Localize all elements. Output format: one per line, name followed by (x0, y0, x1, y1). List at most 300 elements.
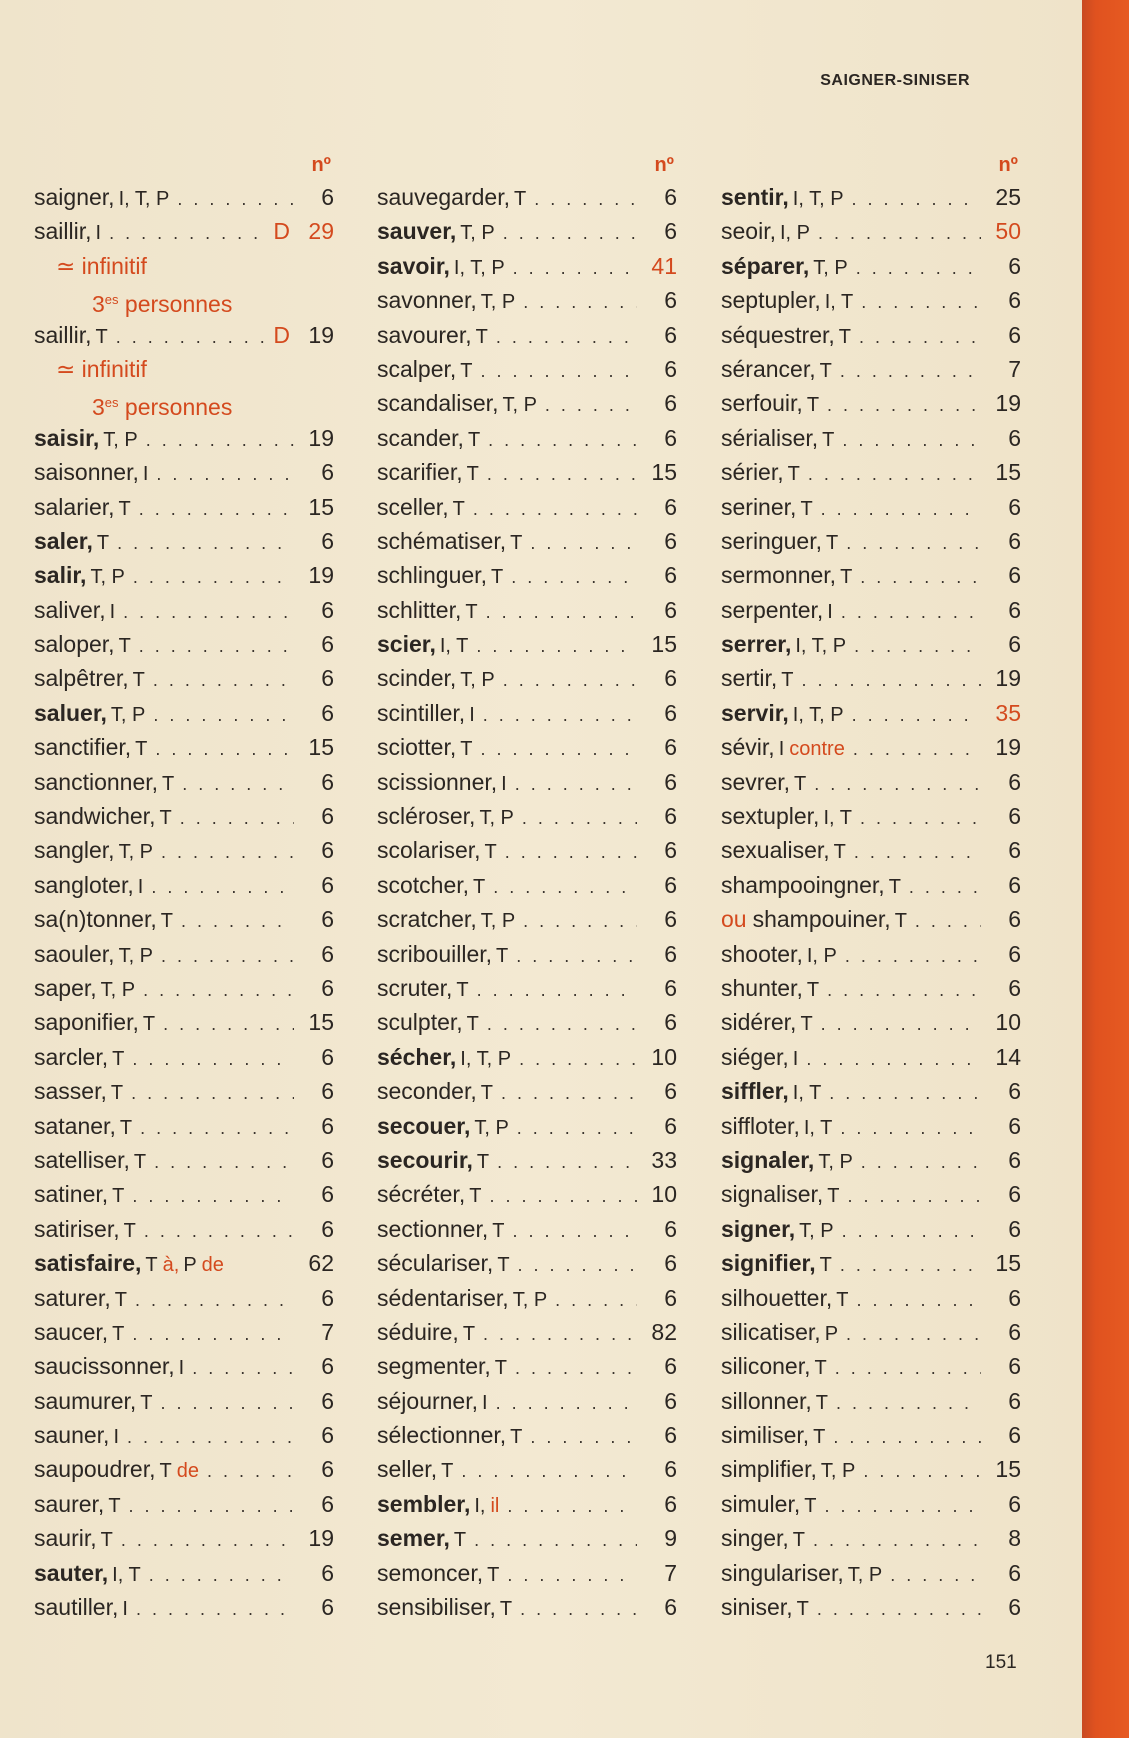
dot-leader (852, 182, 981, 216)
defective-mark: D (273, 321, 290, 348)
verb: scissionner, (377, 768, 498, 795)
conjugation-number: 6 (321, 1043, 334, 1070)
type-marks: T, P (90, 566, 125, 589)
type-marks: T (838, 325, 852, 348)
type-marks: T (510, 531, 523, 554)
dot-leader (511, 560, 637, 594)
type-marks: T (145, 1254, 158, 1277)
verb: siliconer, (721, 1353, 811, 1380)
verb: sa(n)tonner, (34, 906, 157, 933)
defective-mark: D (273, 218, 290, 245)
type-marks: T, P (502, 394, 537, 417)
conjugation-number: 6 (1008, 1284, 1021, 1311)
verb: saler, (34, 527, 93, 554)
verb: sanctifier, (34, 734, 132, 761)
dot-leader (806, 1042, 981, 1076)
sub-number: 3 (92, 394, 105, 421)
dot-leader (483, 1317, 637, 1351)
type-marks: I, T, P (792, 188, 844, 210)
conjugation-number: 19 (995, 390, 1021, 417)
dot-leader (854, 835, 981, 869)
entry-secreter (377, 1177, 677, 1211)
conjugation-number: 6 (664, 871, 677, 898)
dot-leader (496, 1386, 637, 1420)
entry-scleroser (377, 799, 677, 833)
verb: scarifier, (377, 459, 463, 486)
type-marks: T (494, 1357, 508, 1380)
dot-leader (818, 216, 981, 250)
dot-leader (817, 1592, 981, 1626)
sub-infinitif (34, 352, 334, 386)
dot-leader (497, 1145, 637, 1179)
type-marks: T (123, 1219, 136, 1242)
dot-leader (840, 1248, 981, 1282)
conjugation-number: 6 (321, 184, 334, 210)
entry-sangler (34, 833, 334, 867)
dot-leader (507, 1558, 637, 1592)
dot-leader (207, 1454, 294, 1488)
conjugation-number: 6 (1008, 837, 1021, 864)
entry-saler (34, 524, 334, 558)
entry-serialiser (721, 421, 1021, 455)
verb: sauver, (377, 218, 457, 245)
entry-schematiser (377, 524, 677, 558)
dot-leader (487, 457, 637, 491)
verb: saper, (34, 974, 97, 1001)
dot-leader (853, 732, 981, 766)
dot-leader (801, 663, 981, 697)
conjugation-number: 6 (664, 1112, 677, 1139)
verb: sataner, (34, 1112, 116, 1139)
type-marks: I, T (803, 1116, 833, 1139)
entry-sentir (721, 180, 1021, 214)
type-marks: T, P (460, 669, 495, 692)
verb: schématiser, (377, 527, 507, 554)
conjugation-number: 6 (321, 1353, 334, 1380)
entry-seculariser (377, 1246, 677, 1280)
verb: siffler, (721, 1078, 789, 1105)
dot-leader (496, 320, 637, 354)
type-marks: I (778, 738, 785, 761)
verb: sillonner, (721, 1387, 812, 1414)
type-marks: T (140, 1391, 153, 1414)
conjugation-number: 6 (664, 321, 677, 348)
verb: séculariser, (377, 1250, 494, 1277)
verb: saponifier, (34, 1009, 139, 1036)
verb: semoncer, (377, 1559, 484, 1586)
verb: saturer, (34, 1284, 111, 1311)
running-head: SAIGNER-SINISER (820, 72, 970, 89)
dot-leader (854, 629, 981, 663)
entry-seconder (377, 1074, 677, 1108)
preposition: contre (789, 738, 845, 761)
dot-leader (149, 1558, 294, 1592)
dot-leader (129, 1489, 294, 1523)
dot-leader (861, 285, 981, 319)
type-marks: T (114, 1288, 127, 1311)
dot-leader (487, 1007, 637, 1041)
dot-leader (131, 1076, 294, 1110)
verb: sexualiser, (721, 837, 830, 864)
type-marks: T (453, 1529, 467, 1552)
entry-sauver (377, 214, 677, 248)
entry-shooter (721, 937, 1021, 971)
dot-leader (523, 904, 637, 938)
entry-saumurer (34, 1384, 334, 1418)
dot-leader (503, 663, 637, 697)
conjugation-number: 6 (321, 1146, 334, 1173)
conjugation-number: 19 (308, 562, 334, 589)
conjugation-number: 10 (651, 1043, 677, 1070)
verb: schlinguer, (377, 562, 487, 589)
type-marks: T, P (118, 944, 154, 967)
entry-scinder (377, 661, 677, 695)
type-marks: T (480, 1082, 493, 1105)
sub-label: personnes (124, 291, 233, 318)
verb: sextupler, (721, 803, 820, 830)
dot-leader (123, 595, 294, 629)
dot-leader (856, 1283, 981, 1317)
conjugation-number: 6 (664, 1422, 677, 1449)
verb: siéger, (721, 1043, 789, 1070)
entry-scalper (377, 352, 677, 386)
dot-leader (143, 973, 294, 1007)
type-marks: T (112, 1185, 125, 1208)
conjugation-number: 6 (1008, 527, 1021, 554)
type-marks: T (492, 1219, 505, 1242)
conjugation-number: 15 (308, 734, 334, 761)
verb: scléroser, (377, 803, 476, 830)
entry-saurer (34, 1487, 334, 1521)
dot-leader (155, 732, 294, 766)
dot-leader (489, 1179, 637, 1213)
conjugation-number: 6 (321, 1559, 334, 1586)
verb: sasser, (34, 1078, 107, 1105)
dot-leader (146, 423, 294, 457)
entry-siffloter (721, 1109, 1021, 1143)
type-marks: T, P (103, 428, 138, 451)
verb: saluer, (34, 699, 107, 726)
verb: saurer, (34, 1490, 105, 1517)
dot-leader (182, 767, 294, 801)
dot-leader (132, 1042, 294, 1076)
type-marks: T, P (479, 807, 514, 830)
entry-schlitter (377, 593, 677, 627)
dot-leader (840, 1111, 981, 1145)
conjugation-number: 6 (321, 631, 334, 658)
conjugation-number: 15 (651, 631, 677, 658)
preposition: à, (162, 1254, 180, 1277)
conjugation-number: 7 (321, 1318, 334, 1345)
conjugation-number: 6 (1008, 803, 1021, 830)
dot-leader (821, 492, 981, 526)
dot-leader (522, 801, 637, 835)
conjugation-number: 15 (995, 1250, 1021, 1277)
conjugation-number: 6 (664, 1215, 677, 1242)
verb: séduire, (377, 1318, 459, 1345)
verb: saumurer, (34, 1387, 137, 1414)
dot-leader (915, 904, 981, 938)
dot-leader (519, 1042, 637, 1076)
conjugation-number: 6 (321, 803, 334, 830)
entry-selectionner (377, 1418, 677, 1452)
conjugation-number: 82 (651, 1318, 677, 1345)
conjugation-number: 6 (1008, 1387, 1021, 1414)
type-marks: T (814, 1357, 827, 1380)
verb: scier, (377, 631, 436, 658)
conjugation-number: 6 (1008, 1353, 1021, 1380)
entry-sculpter (377, 1005, 677, 1039)
entry-scarifier (377, 455, 677, 489)
type-marks: I, P (779, 222, 810, 245)
type-marks: I (501, 772, 507, 795)
verb: sidérer, (721, 1009, 797, 1036)
conjugation-number: 7 (1008, 355, 1021, 382)
type-marks: T (827, 1185, 840, 1208)
sub-superscript: es (104, 292, 119, 308)
entry-saliver (34, 593, 334, 627)
dot-leader (863, 1454, 981, 1488)
type-marks: T (781, 669, 794, 692)
dot-leader (477, 973, 637, 1007)
type-marks: T (484, 841, 497, 864)
dot-leader (827, 388, 981, 422)
verb: saillir, (34, 218, 92, 245)
entry-sanctifier (34, 730, 334, 764)
entry-similiser (721, 1418, 1021, 1452)
verb: sélectionner, (377, 1422, 507, 1449)
type-marks: T (118, 635, 131, 658)
type-marks: T (162, 772, 175, 795)
conjugation-number: 6 (664, 527, 677, 554)
entry-shunter (721, 971, 1021, 1005)
entry-sceller (377, 490, 677, 524)
dot-leader (144, 1214, 294, 1248)
conjugation-number: 6 (1008, 1490, 1021, 1517)
entry-signifier (721, 1246, 1021, 1280)
conjugation-number: 15 (995, 1456, 1021, 1483)
dot-leader (127, 1420, 294, 1454)
dot-leader (534, 182, 637, 216)
verb: silicatiser, (721, 1318, 821, 1345)
entry-saisonner (34, 455, 334, 489)
type-marks: T (840, 566, 853, 589)
type-marks: T (806, 394, 820, 417)
entry-satiriser (34, 1212, 334, 1246)
conjugation-number: 6 (664, 1456, 677, 1483)
verb: sangloter, (34, 871, 134, 898)
dot-leader (180, 801, 294, 835)
verb: siniser, (721, 1594, 793, 1621)
variant-prefix: ou (721, 906, 747, 933)
entry-serier (721, 455, 1021, 489)
type-marks: T (160, 910, 173, 933)
verb: scintiller, (377, 699, 466, 726)
type-marks: T (475, 325, 488, 348)
type-marks: I (122, 1598, 128, 1621)
type-marks: T (487, 1563, 500, 1586)
verb: septupler, (721, 287, 821, 314)
type-marks: T (490, 566, 504, 589)
entry-savourer (377, 318, 677, 352)
entry-sevrer (721, 765, 1021, 799)
entry-sangloter (34, 868, 334, 902)
type-marks: T (796, 1598, 809, 1621)
dot-leader (151, 870, 294, 904)
conjugation-number: 6 (664, 940, 677, 967)
type-marks: T (806, 978, 820, 1001)
entry-saluer (34, 696, 334, 730)
dot-leader (829, 1076, 981, 1110)
conjugation-number: 6 (321, 974, 334, 1001)
verb: sérialiser, (721, 424, 819, 451)
type-marks: T (112, 1322, 125, 1345)
dot-leader (154, 1145, 294, 1179)
dot-leader (515, 1351, 637, 1385)
type-marks: T (804, 1494, 817, 1517)
dot-leader (909, 870, 981, 904)
verb: saloper, (34, 631, 115, 658)
conjugation-number: 50 (995, 218, 1021, 245)
conjugation-number: 6 (1008, 1215, 1021, 1242)
verb: scolariser, (377, 837, 481, 864)
verb: simplifier, (721, 1456, 817, 1483)
dot-leader (139, 492, 294, 526)
entry-scier (377, 627, 677, 661)
entry-silhouetter (721, 1281, 1021, 1315)
type-marks: T (159, 1460, 172, 1483)
verb: sauvegarder, (377, 184, 510, 210)
entry-sauner (34, 1418, 334, 1452)
type-marks: T, P (512, 1288, 548, 1311)
verb: saouler, (34, 940, 115, 967)
conjugation-number: 35 (995, 699, 1021, 726)
entry-scruter (377, 971, 677, 1005)
dot-leader (890, 1558, 981, 1592)
entry-sauter (34, 1556, 334, 1590)
conjugation-number: 6 (664, 768, 677, 795)
dot-leader (139, 629, 294, 663)
conjugation-number: 15 (995, 459, 1021, 486)
dot-leader (555, 1283, 637, 1317)
verb: siffloter, (721, 1112, 800, 1139)
sub-superscript: es (104, 395, 119, 411)
entry-seduire (377, 1315, 677, 1349)
type-marks: T (96, 531, 110, 554)
verb: scandaliser, (377, 390, 499, 417)
verb: sautiller, (34, 1594, 119, 1621)
conjugation-number: 6 (321, 1422, 334, 1449)
type-marks: I, (474, 1494, 486, 1517)
dot-leader (814, 767, 981, 801)
dot-leader (840, 354, 981, 388)
verb: saucer, (34, 1318, 109, 1345)
dot-leader (518, 1248, 637, 1282)
type-marks: T, P (480, 291, 516, 314)
conjugation-number: 6 (1008, 1078, 1021, 1105)
entry-scratcher (377, 902, 677, 936)
verb: sérier, (721, 459, 784, 486)
type-marks: T (118, 497, 131, 520)
type-marks: I, T (439, 635, 469, 658)
verb: sciotter, (377, 734, 457, 761)
conjugation-number: 6 (664, 1078, 677, 1105)
dot-leader (161, 939, 294, 973)
type-marks: T (836, 1288, 849, 1311)
dot-leader (140, 1111, 294, 1145)
type-marks: T (456, 978, 469, 1001)
conjugation-number: 19 (308, 321, 334, 348)
verb: seriner, (721, 493, 797, 520)
verb: singulariser, (721, 1559, 844, 1586)
dot-leader (530, 1420, 637, 1454)
entry-secourir (377, 1143, 677, 1177)
type-marks: I, T (792, 1082, 822, 1105)
verb: seller, (377, 1456, 438, 1483)
entry-salir (34, 558, 334, 592)
entry-sciotter (377, 730, 677, 764)
conjugation-number: 19 (308, 424, 334, 451)
dot-leader (160, 1386, 294, 1420)
entry-saucissonner (34, 1349, 334, 1383)
dot-leader (503, 216, 637, 250)
entry-saturer (34, 1281, 334, 1315)
conjugation-number: 6 (321, 871, 334, 898)
verb: secourir, (377, 1146, 473, 1173)
dot-leader (161, 835, 294, 869)
sub-number: 3 (92, 291, 105, 318)
conjugation-number: 6 (664, 218, 677, 245)
dot-leader (153, 698, 294, 732)
sub-label: infinitif (81, 252, 147, 279)
entry-saillir-1 (34, 214, 334, 248)
dot-leader (474, 1523, 637, 1557)
conjugation-number: 6 (1008, 974, 1021, 1001)
dot-leader (813, 1523, 981, 1557)
entry-sasser (34, 1074, 334, 1108)
entry-sarcler (34, 1040, 334, 1074)
entry-satisfaire (34, 1246, 334, 1280)
entry-salarier (34, 490, 334, 524)
conjugation-number: 15 (308, 493, 334, 520)
verb: signaler, (721, 1146, 815, 1173)
type-marks: T (888, 875, 901, 898)
entry-saouler (34, 937, 334, 971)
entry-schlinguer (377, 558, 677, 592)
entry-simplifier (721, 1452, 1021, 1486)
dot-leader (117, 526, 294, 560)
conjugation-number: 6 (321, 459, 334, 486)
dot-leader (545, 388, 637, 422)
entry-saisir (34, 421, 334, 455)
dot-leader (192, 1351, 294, 1385)
entry-scribouiller (377, 937, 677, 971)
conjugation-number: 33 (651, 1146, 677, 1173)
dot-leader (516, 939, 637, 973)
dot-leader (153, 663, 294, 697)
conjugation-number: 25 (995, 184, 1021, 210)
entry-semoncer (377, 1556, 677, 1590)
entry-shampouiner (721, 902, 1021, 936)
dot-leader (476, 629, 637, 663)
type-marks: T (142, 1013, 156, 1036)
type-marks: T (473, 875, 486, 898)
conjugation-number: 6 (664, 390, 677, 417)
conjugation-number: 62 (308, 1250, 334, 1277)
type-marks: T, P (820, 1460, 856, 1483)
entry-seringuer (721, 524, 1021, 558)
type-marks: T, P (813, 256, 848, 279)
